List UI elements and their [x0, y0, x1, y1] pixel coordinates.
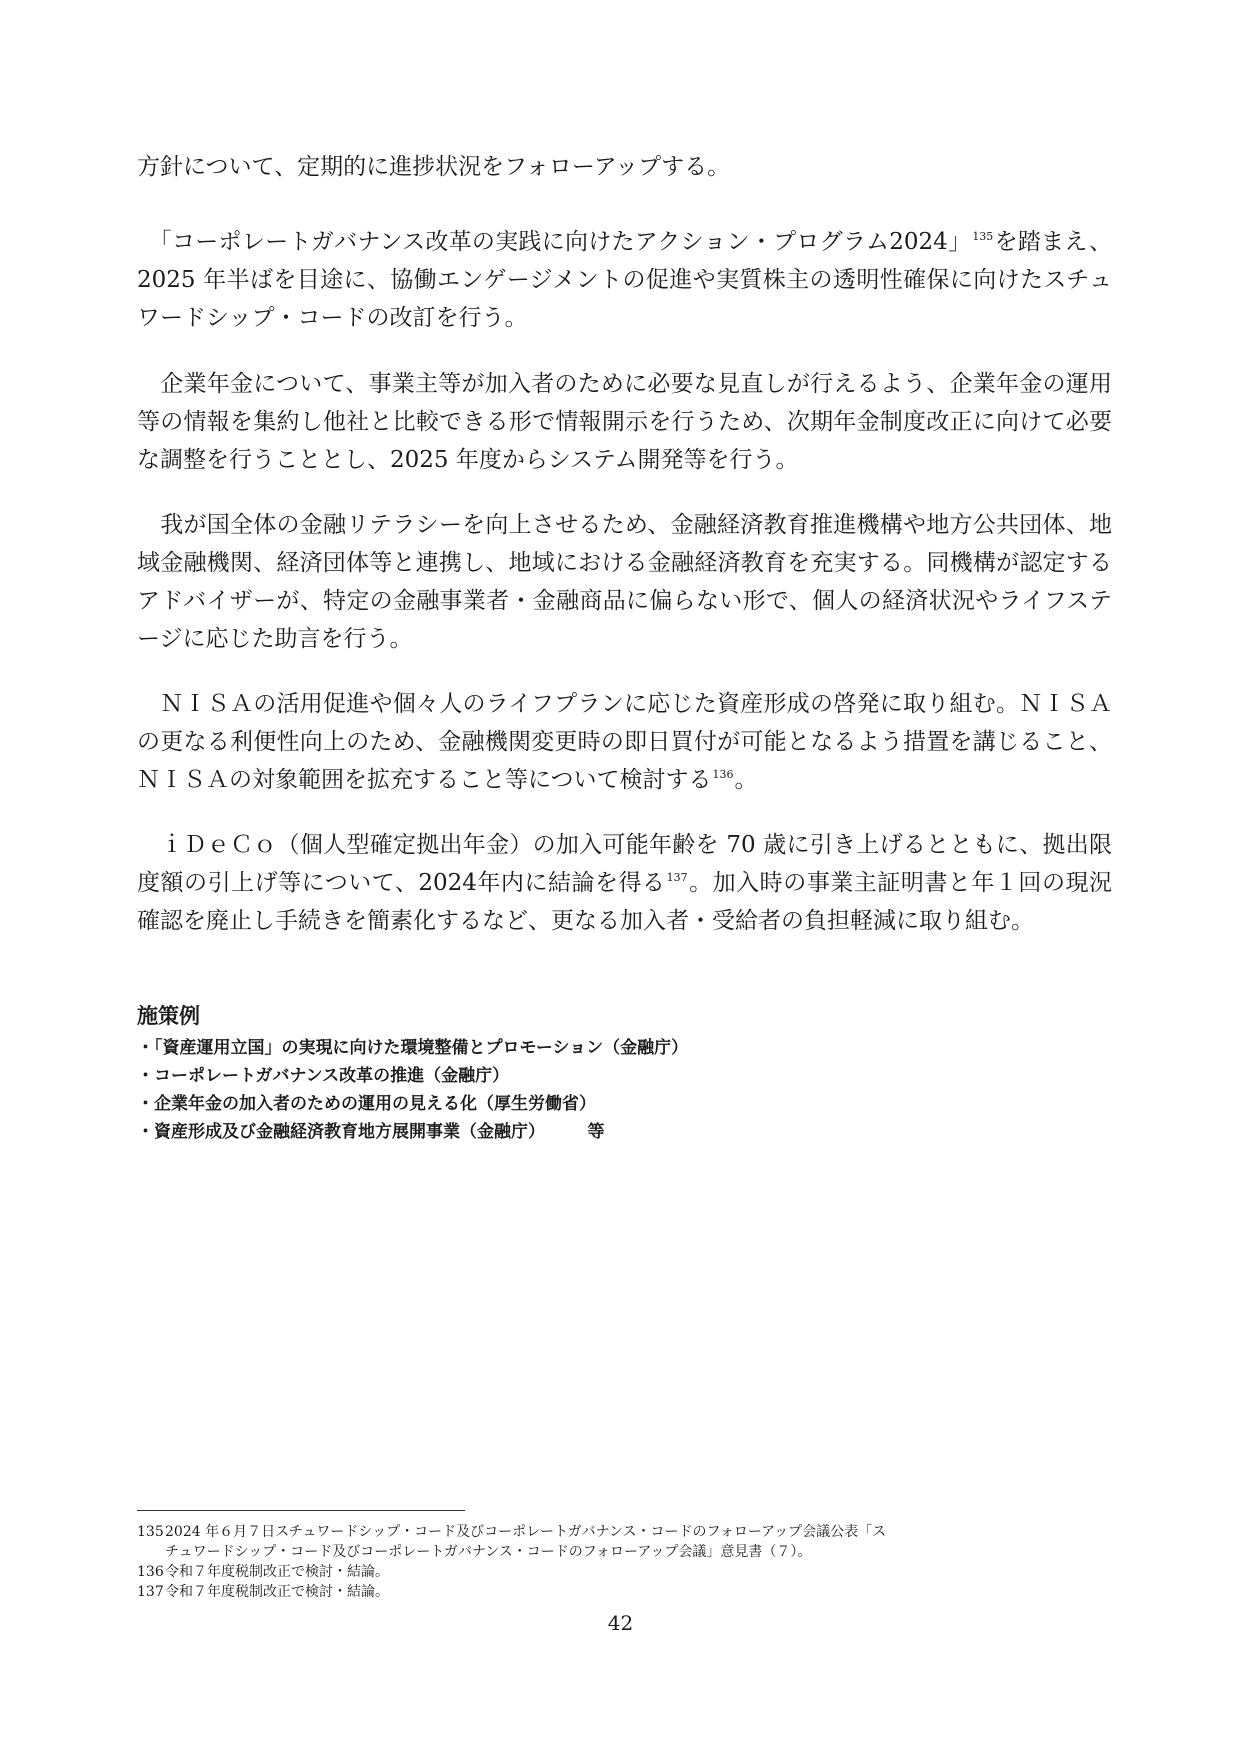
footnote-135-continuation — [165, 1542, 1112, 1562]
footnote-number: 136 — [137, 1564, 164, 1580]
footnote-text: 令和７年度税制改正で検討・結論。 — [165, 1564, 389, 1580]
footnote-ref-136[interactable]: 136 — [712, 768, 734, 782]
paragraph-financial-literacy — [137, 506, 1112, 658]
footnote-number: 135 — [137, 1524, 164, 1540]
paragraph-text: ｉＤｅＣｏ（個人型確定拠出年金）の加入可能年齢を 70 歳に引き上げるとともに、拠出限度額の引上げ等について、2024年内に結論を得る — [137, 832, 1113, 896]
paragraph-text: 「コーポレートガバナンス改革の実践に向けたアクション・プログラム2024」 — [160, 229, 972, 255]
footnote-137 — [137, 1582, 1112, 1602]
measures-section — [137, 1002, 1112, 1146]
paragraph-nisa — [137, 685, 1112, 799]
footnote-135 — [137, 1522, 1112, 1542]
paragraph-text: 方針について、定期的に進捗状況をフォローアップする。 — [137, 154, 731, 180]
paragraph-text: ＮＩＳＡの活用促進や個々人のライフプランに応じた資産形成の啓発に取り組む。ＮＩＳＡの更なる利便性向上のため、金融機関変更時の即日買付が可能となるよう措置を講じること、ＮＩＳＡの対象範囲を拡充すること等について検討する — [137, 691, 1113, 793]
footnote-136 — [137, 1562, 1112, 1582]
paragraph-text: 企業年金について、事業主等が加入者のために必要な見直しが行えるよう、企業年金の運用等の情報を集約し他社と比較できる形で情報開示を行うため、次期年金制度改正に向けて必要な調整を行うこととし、2025 年度からシステム開発等を行う。 — [137, 371, 1112, 473]
paragraph-ideco — [137, 826, 1112, 940]
paragraph-text: を踏まえ、2025 年半ばを目途に、協働エンゲージメントの促進や実質株主の透明性確保に向けたスチュワードシップ・コードの改訂を行う。 — [137, 229, 1113, 331]
measures-heading: 施策例 — [137, 1004, 200, 1028]
footnotes — [137, 1522, 1112, 1602]
paragraph-text: 我が国全体の金融リテラシーを向上させるため、金融経済教育推進機構や地方公共団体、地域金融機関、経済団体等と連携し、地域における金融経済教育を充実する。同機構が認定するアドバイザーが、特定の金融事業者・金融商品に偏らない形で、個人の経済状況やライフステージに応じた助言を行う。 — [137, 512, 1113, 652]
footnote-ref-137[interactable]: 137 — [666, 871, 688, 885]
page-number: 42 — [607, 1611, 634, 1635]
measures-item: ・「資産運用立国」の実現に向けた環境整備とプロモーション（金融庁） — [137, 1038, 689, 1058]
paragraph-text: 。加入時の事業主証明書と年１回の現況確認を廃止し手続きを簡素化するなど、更なる加入者・受給者の負担軽減に取り組む。 — [137, 870, 1112, 934]
footnote-divider — [137, 1510, 465, 1511]
measures-item: ・企業年金の加入者のための運用の見える化（厚生労働省） — [137, 1094, 596, 1114]
measures-item: ・資産形成及び金融経済教育地方展開事業（金融庁） 等 — [137, 1122, 605, 1142]
measures-list — [137, 1034, 1112, 1146]
paragraph-text: 。 — [734, 767, 758, 793]
footnote-ref-135[interactable]: 135 — [972, 230, 994, 244]
footnote-text: チュワードシップ・コード及びコーポレートガバナンス・コードのフォローアップ会議」意見書（７）。 — [165, 1544, 812, 1560]
footnote-number: 137 — [137, 1584, 164, 1600]
paragraph-stewardship-code — [137, 223, 1112, 337]
measures-item: ・コーポレートガバナンス改革の推進（金融庁） — [137, 1066, 510, 1086]
footnote-text: 令和７年度税制改正で検討・結論。 — [165, 1584, 389, 1600]
paragraph-followup — [137, 148, 1112, 186]
paragraph-corporate-pension — [137, 365, 1112, 479]
footnote-text: 2024 年６月７日スチュワードシップ・コード及びコーポレートガバナンス・コードのフォローアップ会議公表「ス — [165, 1524, 887, 1540]
